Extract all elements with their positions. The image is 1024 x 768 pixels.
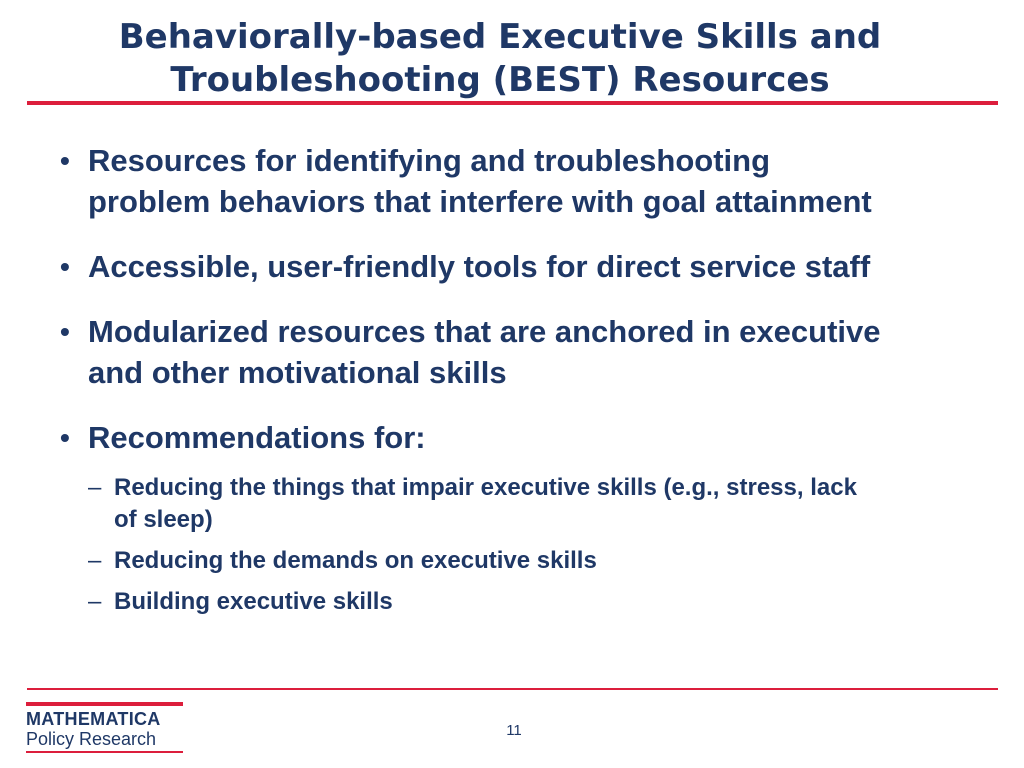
bullet-text: Accessible, user-friendly tools for direct service staff xyxy=(88,249,871,284)
title-divider xyxy=(27,101,998,105)
mathematica-logo xyxy=(26,702,183,753)
slide-title xyxy=(28,16,972,102)
bullet-icon: • xyxy=(60,316,70,347)
bullet-icon: • xyxy=(60,251,70,282)
bullet-icon: • xyxy=(60,145,70,176)
sub-bullet-item xyxy=(58,472,988,536)
dash-icon: – xyxy=(88,588,102,615)
logo-bottom-bar xyxy=(26,751,183,753)
bullet-list xyxy=(58,140,988,627)
bullet-text: Recommendations for: xyxy=(88,420,426,455)
sub-bullet-text: Building executive skills xyxy=(114,588,393,615)
bullet-text: Resources for identifying and troubleshooting xyxy=(88,143,771,178)
bullet-text: problem behaviors that interfere with goal attainment xyxy=(88,184,872,219)
sub-bullet-text: of sleep) xyxy=(114,506,213,533)
bullet-text: and other motivational skills xyxy=(88,355,507,390)
sub-bullet-text: Reducing the things that impair executive skills (e.g., stress, lack xyxy=(114,474,857,501)
logo-top-bar xyxy=(26,702,183,706)
bullet-item xyxy=(58,140,988,222)
bullet-item xyxy=(58,246,988,287)
bullet-item xyxy=(58,417,988,458)
sub-bullet-item xyxy=(58,545,988,577)
footer-divider xyxy=(27,688,998,690)
logo-name: MATHEMATICA xyxy=(26,709,161,729)
bullet-text: Modularized resources that are anchored in executive xyxy=(88,314,881,349)
sub-bullet-item xyxy=(58,586,988,618)
sub-bullet-text: Reducing the demands on executive skills xyxy=(114,547,597,574)
slide-title-line-1: Behaviorally-based Executive Skills and xyxy=(118,17,882,57)
dash-icon: – xyxy=(88,474,102,501)
dash-icon: – xyxy=(88,547,102,574)
page-number: 11 xyxy=(506,722,522,739)
slide-title-line-2: Troubleshooting (BEST) Resources xyxy=(170,60,830,100)
bullet-icon: • xyxy=(60,422,70,453)
logo-subtitle: Policy Research xyxy=(26,729,157,749)
bullet-item xyxy=(58,311,988,393)
